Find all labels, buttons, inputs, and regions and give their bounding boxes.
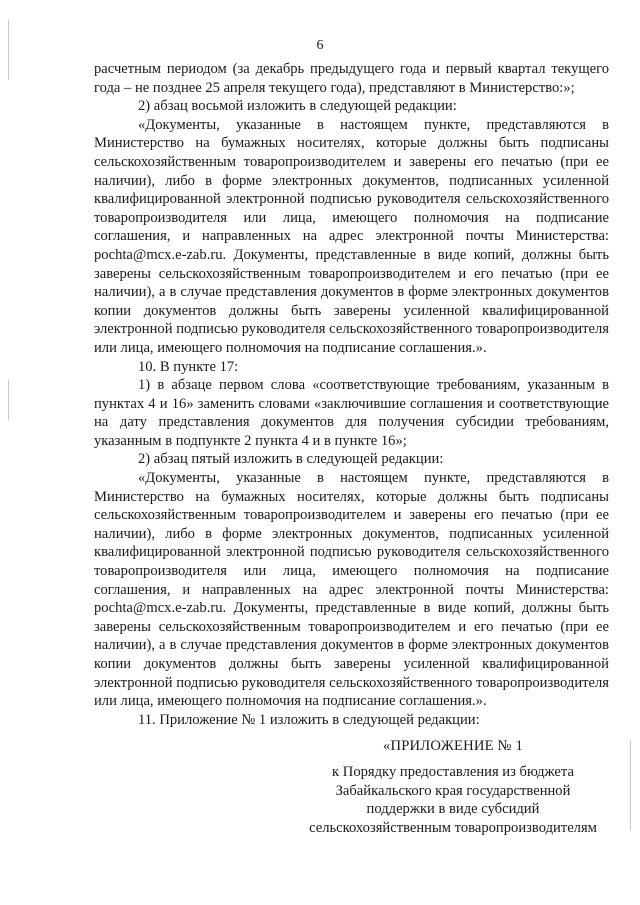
paragraph-item-2: 2) абзац восьмой изложить в следующей редакции:: [138, 98, 457, 115]
scan-edge-left: [8, 380, 9, 420]
paragraph-point-11: 11. Приложение № 1 изложить в следующей редакции:: [138, 711, 480, 728]
paragraph-continuation: расчетным периодом (за декабрь предыдущего года и первый квартал текущего года – не позднее 25 апреля текущего года), представляют в Министерство:»;: [94, 61, 609, 96]
appendix-caption-line: поддержки в виде субсидий: [366, 801, 540, 818]
paragraph-quote-2: «Документы, указанные в настоящем пункте, представляются в Министерство на бумажных носителях, которые должны быть подписаны сельскохозяйственным товаропроизводителем и заверены его печатью (при ее наличии), либо в форме электронных документов, подписанных усиленной квалифицированной электронной подписью руководителя сельскохозяйственного товаропроизводителя или лица, имеющего полномочия на подписание соглашения, и направленных на адрес электронной почты Министерства: pochta@mcx.e-zab.ru. Документы, представленные в виде копий, должны быть заверены сельскохозяйственным товаропроизводителем и его печатью (при ее наличии), а в случае представления документов в форме электронных документов копии документов должны быть заверены усиленной квалифицированной электронной подписью руководителя сельскохозяйственного товаропроизводителя или лица, имеющего полномочия на подписание соглашения.».: [94, 470, 609, 710]
appendix-caption-line: сельскохозяйственным товаропроизводителям: [309, 819, 597, 836]
appendix-caption-line: к Порядку предоставления из бюджета: [332, 764, 574, 780]
page-number: 6: [316, 38, 324, 53]
scan-edge-left: [8, 20, 9, 80]
appendix-title: «ПРИЛОЖЕНИЕ № 1: [382, 738, 524, 754]
paragraph-quote-1: «Документы, указанные в настоящем пункте, представляются в Министерство на бумажных носителях, которые должны быть подписаны сельскохозяйственным товаропроизводителем и заверены его печатью (при ее наличии), либо в форме электронных документов, подписанных усиленной квалифицированной электронной подписью руководителя сельскохозяйственного товаропроизводителя или лица, имеющего полномочия на подписание соглашения, и направленных на адрес электронной почты Министерства: pochta@mcx.e-zab.ru. Документы, представленные в виде копий, должны быть заверены сельскохозяйственным товаропроизводителем и его печатью (при ее наличии), а в случае представления документов в форме электронных документов копии документов должны быть заверены усиленной квалифицированной электронной подписью руководителя сельскохозяйственного товаропроизводителя или лица, имеющего полномочия на подписание соглашения.».: [94, 116, 609, 356]
paragraph-subitem-1: 1) в абзаце первом слова «соответствующие требованиям, указанным в пунктах 4 и 16» заменить словами «заключившие соглашения и соответствующие на дату представления документов для получения субсидии требованиям, указанным в подпункте 2 пункта 4 и в пункте 16»;: [94, 377, 609, 449]
paragraph-subitem-2: 2) абзац пятый изложить в следующей редакции:: [138, 451, 444, 468]
appendix-caption-line: Забайкальского края государственной: [335, 782, 571, 799]
document-body: [94, 60, 609, 729]
scan-edge-right: [630, 740, 631, 830]
paragraph-point-10: 10. В пункте 17:: [138, 358, 239, 375]
appendix-caption: [290, 763, 616, 837]
